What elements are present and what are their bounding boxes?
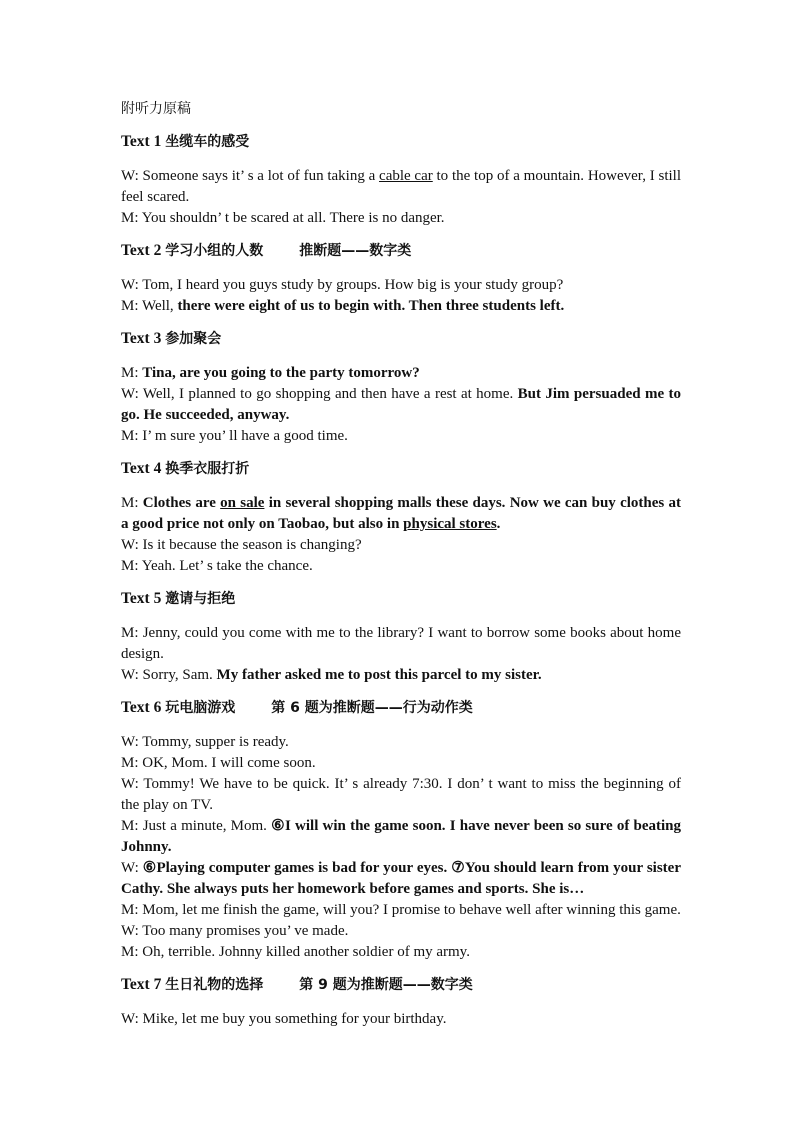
dialogue-text: M: Yeah. Let’ s take the chance. [121, 558, 313, 574]
section-heading [121, 698, 681, 718]
section-label: Text 2 [121, 242, 162, 259]
dialogue-line [121, 208, 681, 229]
key-sentence: . [496, 516, 501, 532]
dialogue-text: W: Well, I planned to go shopping and then have a rest at home. [121, 386, 518, 402]
key-sentence: My father asked me to post this parcel to my sister. [216, 667, 542, 683]
dialogue-text: M: Well, [121, 298, 178, 314]
document-title: 附听力原稿 [121, 101, 191, 117]
section-label: Text 6 [121, 699, 162, 716]
dialogue-text: M: [121, 365, 143, 381]
key-sentence: Tina, are you going to the party tomorrow? [142, 365, 420, 381]
key-sentence: But Jim persuaded me to go. He succeeded, anyway. [121, 386, 681, 423]
dialogue-text: W: Tommy, supper is ready. [121, 734, 289, 750]
dialogue [121, 166, 681, 229]
section-topic: 坐缆车的感受 [165, 134, 250, 150]
section-note: 推断题——数字类 [299, 243, 412, 259]
dialogue-text: M: You shouldn’ t be scared at all. There is no danger. [121, 210, 445, 226]
section-heading [121, 241, 681, 261]
section-note: 第 6 题为推断题——行为动作类 [271, 700, 473, 716]
dialogue-line [121, 426, 681, 447]
section-topic: 邀请与拒绝 [165, 591, 236, 607]
dialogue-line [121, 858, 681, 900]
dialogue-line [121, 384, 681, 426]
dialogue-text: W: Is it because the season is changing? [121, 537, 362, 553]
section-label: Text 3 [121, 330, 162, 347]
dialogue-line [121, 296, 681, 317]
dialogue-line [121, 535, 681, 556]
section-heading [121, 459, 681, 479]
dialogue-text: W: Someone says it’ s a lot of fun taking a [121, 168, 380, 184]
underlined-phrase: physical stores [403, 516, 497, 532]
section-label: Text 7 [121, 976, 162, 993]
section-label: Text 5 [121, 590, 162, 607]
dialogue-text: M: [121, 495, 143, 511]
dialogue-line [121, 275, 681, 296]
dialogue-line [121, 363, 681, 384]
section-topic: 换季衣服打折 [165, 461, 250, 477]
dialogue-line [121, 665, 681, 686]
dialogue-text: W: Mike, let me buy you something for your birthday. [121, 1011, 447, 1027]
dialogue [121, 275, 681, 317]
dialogue-line [121, 1009, 681, 1030]
key-sentence: Clothes are [142, 495, 221, 511]
dialogue-text: W: Tommy! We have to be quick. It’ s already 7:30. I don’ t want to miss the beginning of the play on TV. [121, 776, 681, 813]
dialogue [121, 623, 681, 686]
dialogue-text: W: Too many promises you’ ve made. [121, 923, 349, 939]
dialogue-text: W: Sorry, Sam. [121, 667, 217, 683]
dialogue-line [121, 166, 681, 208]
section-topic: 学习小组的人数 [165, 243, 264, 259]
dialogue-line [121, 732, 681, 753]
key-sentence: ⑥I will win the game soon. I have never been so sure of beating Johnny. [121, 818, 682, 855]
section-heading [121, 975, 681, 995]
dialogue [121, 732, 681, 963]
dialogue-text: W: [121, 860, 143, 876]
section-topic: 玩电脑游戏 [165, 700, 236, 716]
key-sentence: ⑥Playing computer games is bad for your eyes. ⑦You should learn from your sister Cathy. She always puts her homework before games and sports. She is… [121, 860, 681, 897]
underlined-phrase: on sale [220, 495, 265, 511]
dialogue-line [121, 774, 681, 816]
sections-container [121, 132, 681, 1030]
dialogue-text: M: I’ m sure you’ ll have a good time. [121, 428, 348, 444]
dialogue-text: M: Oh, terrible. Johnny killed another soldier of my army. [121, 944, 470, 960]
document-page [121, 98, 681, 1042]
dialogue [121, 493, 681, 577]
dialogue-text: to the top of a mountain. However, I still feel scared. [121, 168, 681, 205]
section-label: Text 4 [121, 460, 162, 477]
dialogue-line [121, 942, 681, 963]
dialogue [121, 363, 681, 447]
key-sentence: in several shopping malls these days. Now we can buy clothes at a good price not only on Taobao, but also in [121, 495, 681, 532]
dialogue-line [121, 753, 681, 774]
dialogue-line [121, 921, 681, 942]
dialogue-text: M: Mom, let me finish the game, will you? I promise to behave well after winning this game. [121, 902, 681, 918]
section-note: 第 9 题为推断题——数字类 [299, 977, 473, 993]
dialogue [121, 1009, 681, 1030]
section-heading [121, 329, 681, 349]
key-sentence: there were eight of us to begin with. Then three students left. [177, 298, 565, 314]
dialogue-line [121, 623, 681, 665]
dialogue-line [121, 556, 681, 577]
section-topic: 参加聚会 [165, 331, 222, 347]
dialogue-text: M: Just a minute, Mom. [121, 818, 272, 834]
dialogue-text: M: OK, Mom. I will come soon. [121, 755, 316, 771]
dialogue-text: W: Tom, I heard you guys study by groups. How big is your study group? [121, 277, 564, 293]
dialogue-line [121, 900, 681, 921]
dialogue-line [121, 493, 681, 535]
underlined-phrase: cable car [379, 168, 433, 184]
section-heading [121, 589, 681, 609]
dialogue-line [121, 816, 681, 858]
dialogue-text: M: Jenny, could you come with me to the library? I want to borrow some books about home design. [121, 625, 681, 662]
section-topic: 生日礼物的选择 [165, 977, 264, 993]
section-label: Text 1 [121, 133, 162, 150]
section-heading [121, 132, 681, 152]
